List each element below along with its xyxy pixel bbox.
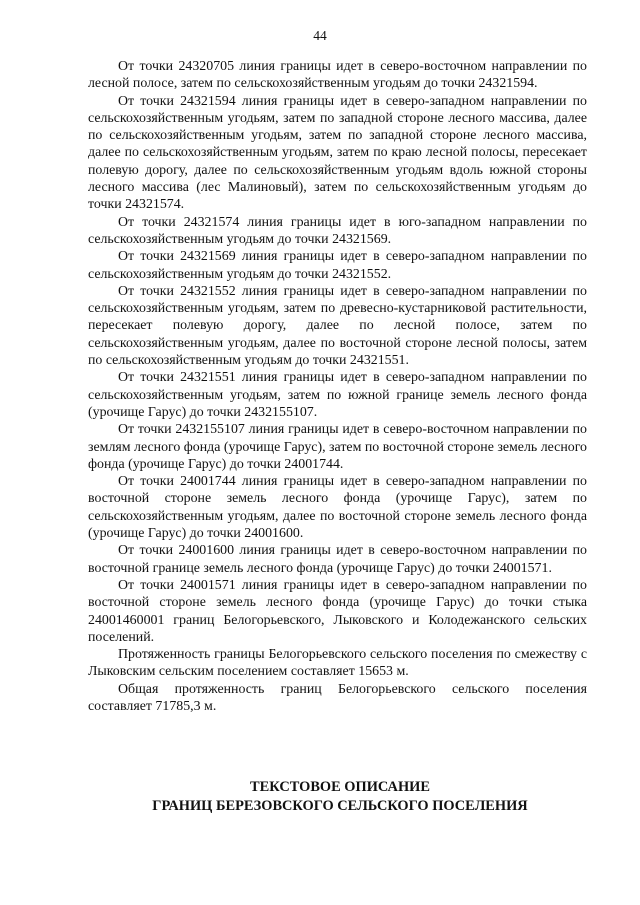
paragraph: От точки 24001600 линия границы идет в северо-восточном направлении по восточной границе земель лесного фонда (урочище Гарус) до точки 24001571. <box>88 543 587 576</box>
paragraph: Протяженность границы Белогорьевского сельского поселения по смежеству с Лыковским сельским поселением составляет 15653 м. <box>88 647 587 680</box>
paragraph: От точки 24001744 линия границы идет в северо-западном направлении по восточной стороне земель лесного фонда (урочище Гарус), затем по сельскохозяйственным угодьям, далее по восточной стороне земель лесного фонда (урочище Гарус) до точки 24001600. <box>88 474 587 542</box>
section-heading-line-1: ТЕКСТОВОЕ ОПИСАНИЕ <box>250 779 430 795</box>
paragraph: От точки 24321569 линия границы идет в северо-западном направлении по сельскохозяйственным угодьям до точки 24321552. <box>88 249 587 282</box>
page-number: 44 <box>313 28 327 43</box>
section-heading-line-2: ГРАНИЦ БЕРЕЗОВСКОГО СЕЛЬСКОГО ПОСЕЛЕНИЯ <box>152 798 528 814</box>
boundary-description-text <box>88 58 587 715</box>
section-heading <box>60 778 620 816</box>
paragraph: От точки 24320705 линия границы идет в северо-восточном направлении по лесной полосе, затем по сельскохозяйственным угодьям до точки 24321594. <box>88 59 587 92</box>
paragraph: Общая протяженность границ Белогорьевского сельского поселения составляет 71785,3 м. <box>88 681 587 714</box>
paragraph: От точки 24321574 линия границы идет в юго-западном направлении по сельскохозяйственным угодьям до точки 24321569. <box>88 214 587 247</box>
paragraph: От точки 24321551 линия границы идет в северо-западном направлении по сельскохозяйственным угодьям, затем по южной границе земель лесного фонда (урочище Гарус) до точки 2432155107. <box>88 370 587 420</box>
paragraph: От точки 24321594 линия границы идет в северо-западном направлении по сельскохозяйственным угодьям, затем по западной стороне лесного массива, далее по сельскохозяйственным угодьям, затем по западной стороне лесного массива, далее по сельскохозяйственным угодьям, затем по краю лесной полосы, пересекает полевую дорогу, далее по сельскохозяйственным угодьям вдоль южной стороны лесного массива (лес Малиновый), затем по сельскохозяйственным угодьям до точки 24321574. <box>88 93 587 213</box>
paragraph: От точки 2432155107 линия границы идет в северо-восточном направлении по землям лесного фонда (урочище Гарус), затем по восточной стороне земель лесного фонда (урочище Гарус) до точки 24001744. <box>88 422 587 472</box>
paragraph: От точки 24001571 линия границы идет в северо-западном направлении по восточной стороне земель лесного фонда (урочище Гарус) до точки стыка 24001460001 границ Белогорьевского, Лыковского и Колодежанского сельских поселений. <box>88 577 587 645</box>
paragraph: От точки 24321552 линия границы идет в северо-западном направлении по сельскохозяйственным угодьям, затем по древесно-кустарниковой растительности, пересекает полевую дорогу, далее по лесной полосе, затем по сельскохозяйственным угодьям, далее по восточной стороне лесной полосы, затем по сельскохозяйственным угодьям до точки 24321551. <box>88 283 587 369</box>
